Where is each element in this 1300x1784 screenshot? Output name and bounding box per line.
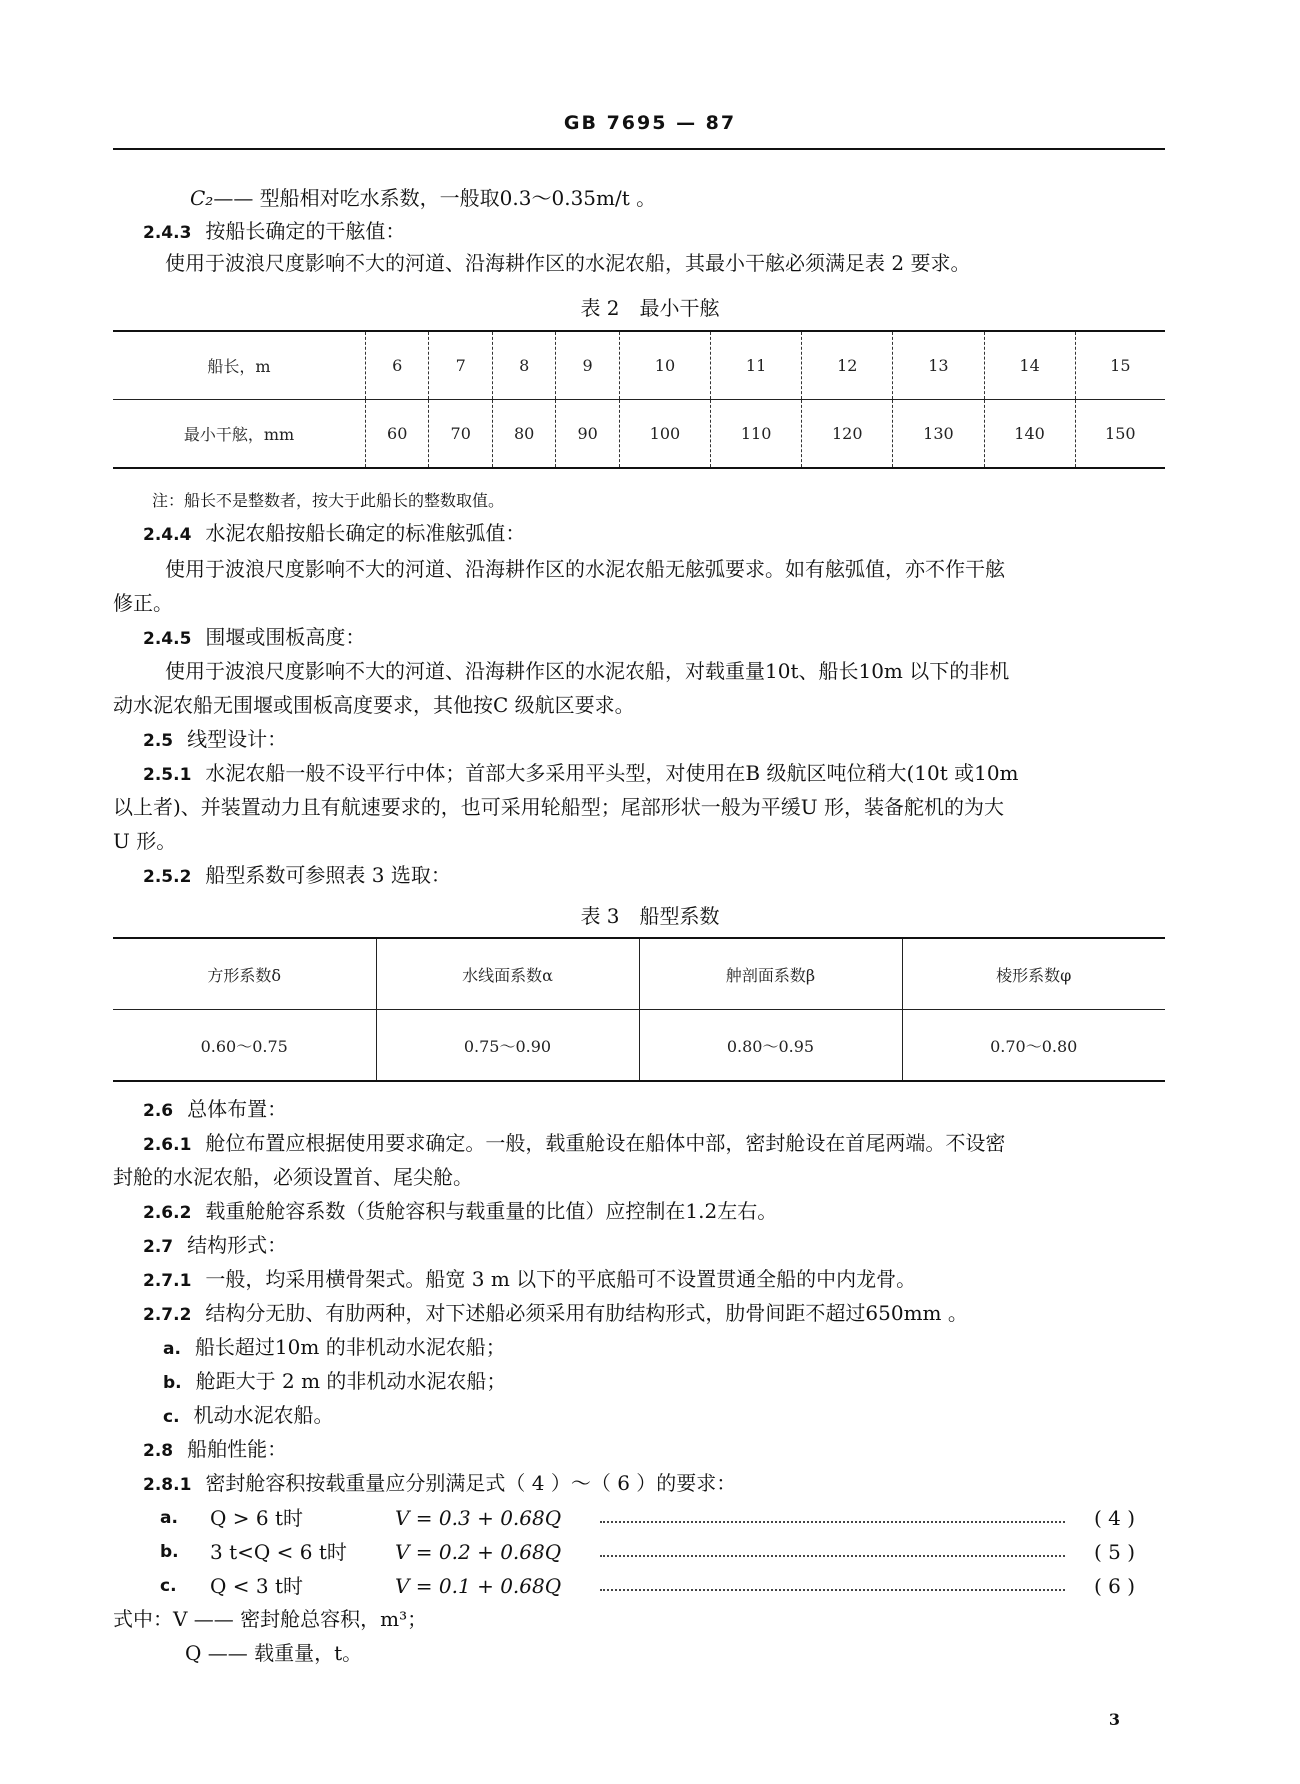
table-cell: 15 [1075, 331, 1165, 400]
section-2-5-1: 2.5.1 水泥农船一般不设平行中体；首部大多采用平头型，对使用在B 级航区吨位稍大(10t 或10m [143, 761, 1019, 785]
table-cell: 0.60～0.75 [200, 1036, 288, 1056]
section-2-7: 2.7 结构形式： [143, 1233, 288, 1257]
table-row [113, 400, 1165, 469]
c2-text: —— 型船相对吃水系数，一般取0.3～0.35m/t 。 [213, 186, 657, 210]
section-2-8-1: 2.8.1 密封舱容积按载重量应分别满足式（ 4 ）～（ 6 ）的要求： [143, 1471, 737, 1495]
header-rule [113, 148, 1165, 150]
table-cell: 70 [429, 400, 492, 469]
table-2-caption: 表 2 最小干舷 [580, 296, 720, 320]
table-cell: 12 [802, 331, 893, 400]
table-cell: 150 [1075, 400, 1165, 469]
table-cell: 0.75～0.90 [376, 1010, 639, 1082]
list-item-a: a. 船长超过10m 的非机动水泥农船； [163, 1335, 506, 1359]
equation-4: a. Q > 6 t时 V = 0.3 + 0.68Q ( 4 ) [160, 1506, 1135, 1530]
table-header-cell: 水线面系数α [376, 938, 639, 1010]
table-cell: 60 [366, 400, 429, 469]
table-header-cell: 舯剖面系数β [639, 938, 902, 1010]
table-cell: 7 [429, 331, 492, 400]
table-3 [113, 937, 1165, 1082]
standard-header: GB 7695 — 87 [563, 112, 737, 134]
table-cell: 110 [711, 400, 802, 469]
section-2-4-5-body-2: 动水泥农船无围堰或围板高度要求，其他按C 级航区要求。 [113, 693, 635, 717]
section-2-5: 2.5 线型设计： [143, 727, 288, 751]
equation-5: b. 3 t<Q < 6 t时 V = 0.2 + 0.68Q ( 5 ) [160, 1540, 1135, 1564]
section-2-7-1: 2.7.1 一般，均采用横骨架式。船宽 3 m 以下的平底船可不设置贯通全船的中内龙骨。 [143, 1267, 917, 1291]
table-cell: 6 [366, 331, 429, 400]
table-cell: 9 [556, 331, 619, 400]
list-item-c: c. 机动水泥农船。 [163, 1403, 334, 1427]
section-2-5-2: 2.5.2 船型系数可参照表 3 选取： [143, 863, 451, 887]
equation-6: c. Q < 3 t时 V = 0.1 + 0.68Q ( 6 ) [160, 1574, 1135, 1598]
section-2-5-1-line-3: U 形。 [113, 829, 177, 853]
table-row [113, 938, 1165, 1010]
section-2-4-5: 2.4.5 围堰或围板高度： [143, 625, 366, 649]
table-cell: 10 [619, 331, 710, 400]
table-2 [113, 330, 1165, 469]
table-cell: 90 [556, 400, 619, 469]
section-2-6-1: 2.6.1 舱位布置应根据使用要求确定。一般，载重舱设在船体中部，密封舱设在首尾两端。不设密 [143, 1131, 1006, 1155]
section-2-4-4-body-1: 使用于波浪尺度影响不大的河道、沿海耕作区的水泥农船无舷弧要求。如有舷弧值，亦不作干舷 [165, 557, 1005, 581]
section-2-4-4-body-2: 修正。 [113, 591, 173, 615]
table-cell: 120 [802, 400, 893, 469]
section-2-6: 2.6 总体布置： [143, 1097, 288, 1121]
section-2-5-1-line-2: 以上者)、并装置动力且有航速要求的，也可采用轮船型；尾部形状一般为平缓U 形，装备舵机的为大 [113, 795, 1005, 819]
table-cell: 11 [711, 331, 802, 400]
table-cell: 14 [984, 331, 1075, 400]
table-cell: 0.70～0.80 [902, 1010, 1165, 1082]
table-row [113, 1010, 1165, 1082]
section-2-7-2: 2.7.2 结构分无肋、有肋两种，对下述船必须采用有肋结构形式，肋骨间距不超过650mm 。 [143, 1301, 968, 1325]
list-item-b: b. 舱距大于 2 m 的非机动水泥农船； [163, 1369, 507, 1393]
c2-symbol: C₂ [190, 186, 214, 210]
table-row [113, 331, 1165, 400]
leader-dots [600, 1521, 1065, 1523]
table-2-row-label-length: 船长，m [113, 331, 366, 400]
where-q: Q —— 载重量，t。 [185, 1641, 363, 1665]
c2-definition [190, 185, 656, 211]
table-cell: 8 [492, 331, 555, 400]
table-cell: 13 [893, 331, 984, 400]
table-cell: 80 [492, 400, 555, 469]
table-header-cell: 棱形系数φ [902, 938, 1165, 1010]
table-cell: 140 [984, 400, 1075, 469]
table-2-row-label-freeboard: 最小干舷，mm [183, 425, 295, 444]
leader-dots [600, 1589, 1065, 1591]
table-2-note: 注：船长不是整数者，按大于此船长的整数取值。 [152, 491, 505, 510]
table-3-caption: 表 3 船型系数 [580, 904, 720, 928]
section-2-8: 2.8 船舶性能： [143, 1437, 288, 1461]
where-v: 式中：V —— 密封舱总容积，m³； [113, 1607, 428, 1631]
section-2-4-5-body-1: 使用于波浪尺度影响不大的河道、沿海耕作区的水泥农船，对载重量10t、船长10m 以下的非机 [165, 659, 1010, 683]
table-cell: 130 [893, 400, 984, 469]
section-2-4-3-body: 使用于波浪尺度影响不大的河道、沿海耕作区的水泥农船，其最小干舷必须满足表 2 要求。 [165, 251, 971, 275]
section-2-4-3: 2.4.3 按船长确定的干舷值： [143, 219, 406, 243]
table-cell: 0.80～0.95 [639, 1010, 902, 1082]
section-2-6-1-line-2: 封舱的水泥农船，必须设置首、尾尖舱。 [113, 1165, 473, 1189]
section-2-6-2: 2.6.2 载重舱舱容系数（货舱容积与载重量的比值）应控制在1.2左右。 [143, 1199, 778, 1223]
page-number: 3 [1108, 1710, 1120, 1729]
table-cell: 100 [619, 400, 710, 469]
table-header-cell: 方形系数δ [113, 938, 376, 1010]
section-2-4-4: 2.4.4 水泥农船按船长确定的标准舷弧值： [143, 521, 526, 545]
leader-dots [600, 1555, 1065, 1557]
